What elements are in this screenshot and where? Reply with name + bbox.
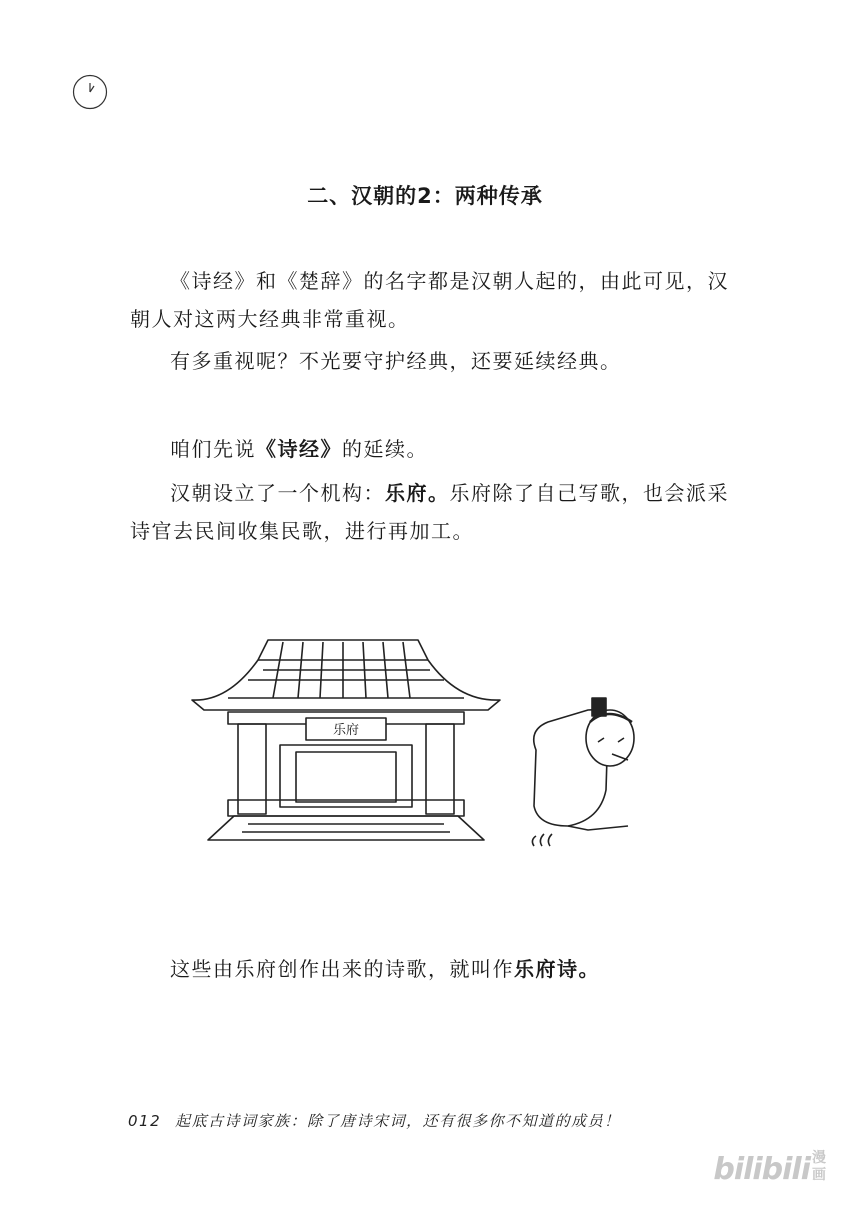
paragraph-5-bold: 乐府诗。: [514, 957, 600, 981]
watermark-sub: 漫画: [812, 1150, 826, 1183]
section-title: 二、汉朝的2：两种传承: [307, 184, 543, 208]
paragraph-5: [130, 950, 730, 988]
clock-icon: [72, 74, 108, 110]
paragraph-3-text: 咱们先说: [170, 437, 256, 461]
book-title: 起底古诗词家族：除了唐诗宋词，还有很多你不知道的成员！: [175, 1112, 621, 1130]
paragraph-3-bold: 《诗经》: [256, 437, 342, 461]
paragraph-4: [130, 474, 730, 550]
paragraph-4-text: 汉朝设立了一个机构：: [170, 481, 385, 505]
paragraph-4-tail: 乐府除了自己写歌，也会派采诗官去民间收集民歌，进行再加工。: [130, 481, 729, 543]
page-number: 012: [128, 1112, 162, 1130]
paragraph-4-bold: 乐府。: [385, 481, 450, 505]
sign-text: 乐府: [332, 723, 360, 738]
paragraph-2: 有多重视呢？不光要守护经典，还要延续经典。: [170, 349, 622, 373]
paragraph-5-text: 这些由乐府创作出来的诗歌，就叫作: [170, 957, 514, 981]
watermark-logo: bilibili: [713, 1152, 810, 1187]
paragraph-3-tail: 的延续。: [342, 437, 428, 461]
illustration-yuefu: [188, 630, 668, 860]
page-footer: [128, 1110, 621, 1131]
paragraph-1: 《诗经》和《楚辞》的名字都是汉朝人起的，由此可见，汉朝人对这两大经典非常重视。: [130, 269, 729, 331]
paragraph-3: [130, 430, 730, 468]
